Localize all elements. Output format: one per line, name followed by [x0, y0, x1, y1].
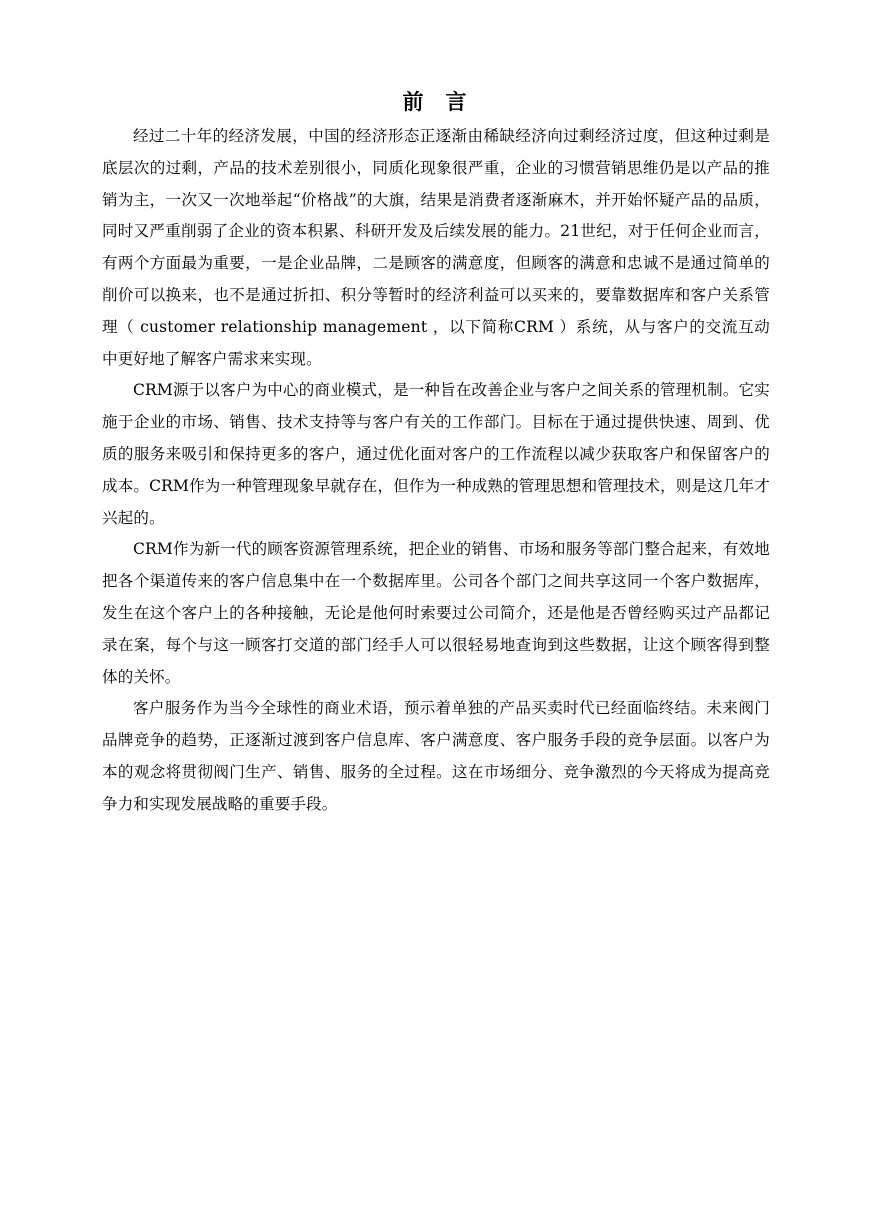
paragraph-4: 客户服务作为当今全球性的商业术语，预示着单独的产品买卖时代已经面临终结。未来阀门品牌竞争的趋势，正逐渐过渡到客户信息库、客户满意度、客户服务手段的竞争层面。以客户为本的观念将贯彻阀门生产、销售、服务的全过程。这在市场细分、竞争激烈的今天将成为提高竞争力和实现发展战略的重要手段。 [102, 699, 770, 813]
preface-body [102, 121, 770, 821]
page-title: 前言 [402, 89, 489, 114]
paragraph-3: CRM作为新一代的顾客资源管理系统，把企业的销售、市场和服务等部门整合起来，有效地把各个渠道传来的客户信息集中在一个数据库里。公司各个部门之间共享这同一个客户数据库，发生在这个客户上的各种接触，无论是他何时索要过公司简介，还是他是否曾经购买过产品都记录在案，每个与这一顾客打交道的部门经手人可以很轻易地查询到这些数据，让这个顾客得到整体的关怀。 [102, 540, 770, 686]
paragraph-2: CRM源于以客户为中心的商业模式，是一种旨在改善企业与客户之间关系的管理机制。它实施于企业的市场、销售、技术支持等与客户有关的工作部门。目标在于通过提供快速、周到、优质的服务来吸引和保持更多的客户，通过优化面对客户的工作流程以减少获取客户和保留客户的成本。CRM作为一种管理现象早就存在，但作为一种成熟的管理思想和管理技术，则是这几年才兴起的。 [102, 381, 771, 527]
paragraph-1: 经过二十年的经济发展，中国的经济形态正逐渐由稀缺经济向过剩经济过度，但这种过剩是底层次的过剩，产品的技术差别很小，同质化现象很严重，企业的习惯营销思维仍是以产品的推销为主，一次又一次地举起“价格战”的大旗，结果是消费者逐渐麻木，并开始怀疑产品的品质，同时又严重削弱了企业的资本积累、科研开发及后续发展的能力。21世纪，对于任何企业而言，有两个方面最为重要，一是企业品牌，二是顾客的满意度，但顾客的满意和忠诚不是通过简单的削价可以换来，也不是通过折扣、积分等暂时的经济利益可以买来的，要靠数据库和客户关系管理（ customer relationship management ，以下简称CRM ）系统，从与客户的交流互动中更好地了解客户需求来实现。 [102, 127, 770, 368]
